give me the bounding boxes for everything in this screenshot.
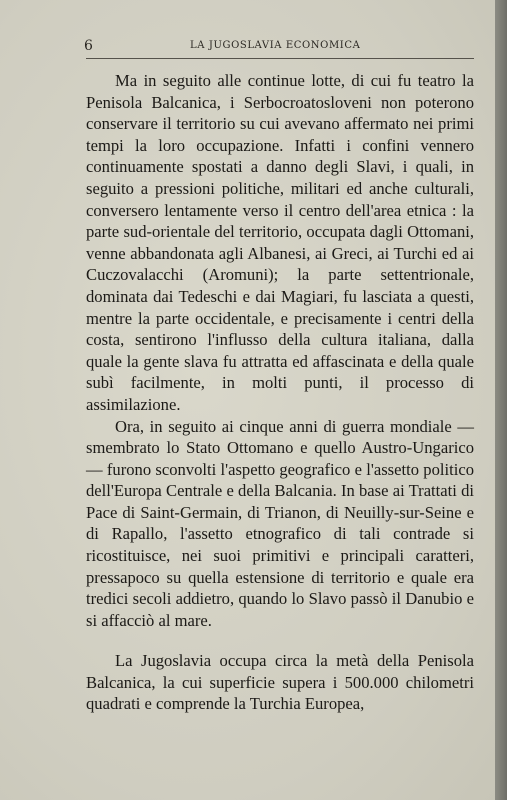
page-header bbox=[84, 36, 476, 56]
paragraph: La Jugoslavia occupa circa la metà della Penisola Balcanica, la cui superficie supera i 500.000 chilometri quadrati e comprende la Turchia Europea, bbox=[86, 651, 474, 714]
running-head: LA JUGOSLAVIA ECONOMICA bbox=[190, 40, 361, 51]
paragraph: Ma in seguito alle continue lotte, di cui fu teatro la Penisola Balcanica, i Serbocroatosloveni non poterono conservare il territorio su cui avevano affermato nei primi tempi la loro occupazione. Infatti i confini vennero continuamente spostati a danno degli Slavi, i quali, in seguito a pressioni politiche, militari ed anche culturali, conversero lentamente verso il centro dell'area etnica : la parte sud-orientale del territorio, occupata dagli Ottomani, venne abbandonata agli Albanesi, ai Greci, ai Turchi ed ai Cuczovalacchi (Aromuni); la parte settentrionale, dominata dai Tedeschi e dai Magiari, fu lasciata a questi, mentre la parte occidentale, e precisamente i centri della costa, sentirono l'influsso della cultura italiana, dalla quale la gente slava fu attratta ed affascinata e della quale subì facilmente, in molti punti, il processo di assimilazione. bbox=[86, 71, 474, 414]
paragraph: Ora, in seguito ai cinque anni di guerra mondiale — smembrato lo Stato Ottomano e quello Austro-Ungarico — furono sconvolti l'aspetto geografico e l'assetto politico dell'Europa Centrale e della Balcania. In base ai Trattati di Pace di Saint-Germain, di Trianon, di Neuilly-sur-Seine e di Rapallo, l'assetto etnografico di tali contrade si ricostituisce, nei suoi primitivi e principali caratteri, pressapoco su quella estensione di territorio e quale era tredici secoli addietro, quando lo Slavo passò il Danubio e si affacciò al mare. bbox=[86, 416, 474, 630]
header-rule bbox=[86, 58, 474, 59]
page-edge bbox=[495, 0, 507, 800]
body-text bbox=[86, 70, 474, 631]
page-number: 6 bbox=[84, 38, 93, 54]
section-text bbox=[86, 650, 474, 715]
